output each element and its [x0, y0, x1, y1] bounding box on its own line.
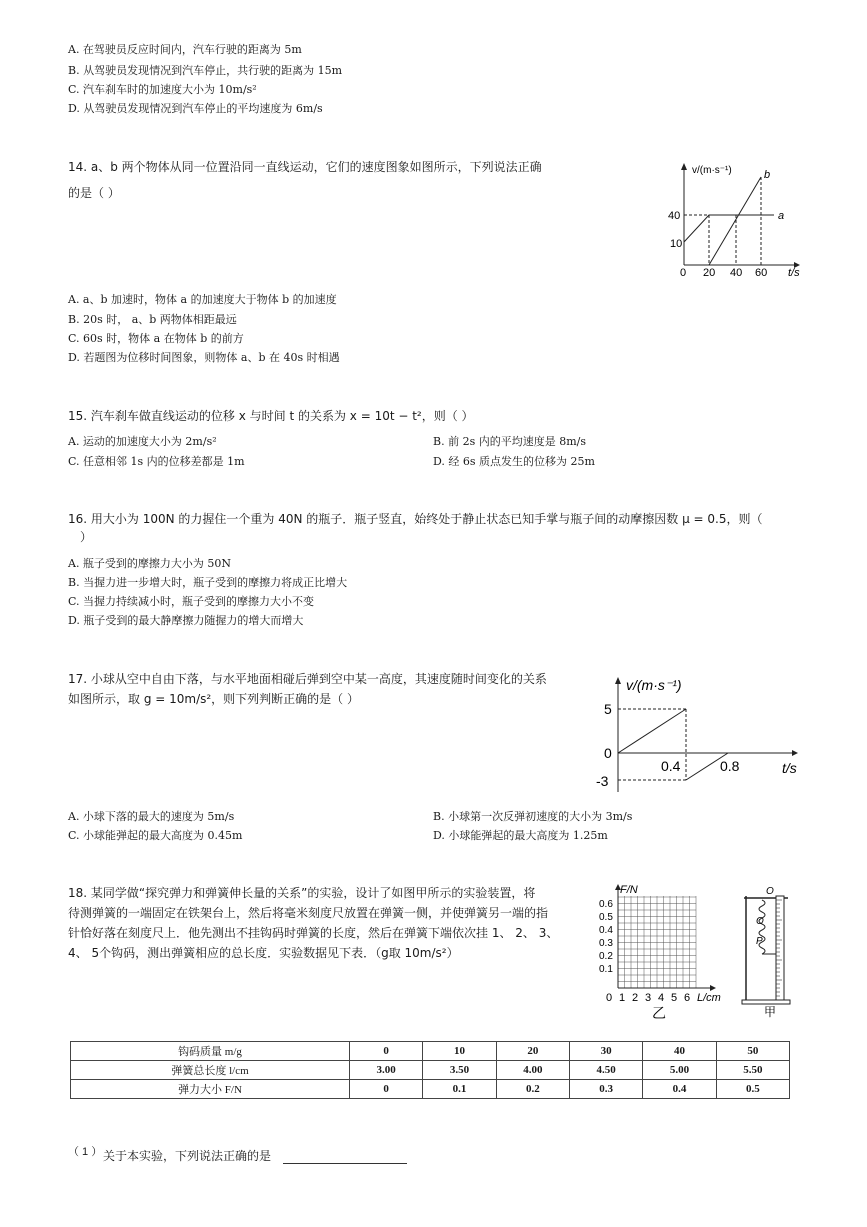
q16-option-a: A. 瓶子受到的摩擦力大小为 50N: [68, 557, 232, 570]
q18-grid-graph: [594, 882, 734, 1022]
table-row-header: 弹力大小 F/N: [71, 1080, 350, 1099]
table-cell: 20: [496, 1042, 569, 1061]
q17-ytick-5: 5: [604, 701, 612, 717]
q14-option-c: C. 60s 时，物体 a 在物体 b 的前方: [68, 332, 244, 345]
q18-ytick: 0.2: [599, 951, 613, 962]
q16-stem-line1: 16. 用大小为 100N 的力握住一个重为 40N 的瓶子．瓶子竖直，始终处于静止状态已知手掌与瓶子间的动摩擦因数 μ = 0.5，则（: [68, 512, 763, 526]
table-cell: 10: [423, 1042, 496, 1061]
table-row: [71, 1061, 790, 1080]
table-cell: 4.50: [569, 1061, 642, 1080]
q14-xtick-40: 40: [730, 267, 743, 279]
table-cell: 5.00: [643, 1061, 716, 1080]
q17-velocity-graph: [592, 672, 807, 797]
q17-xtick-08: 0.8: [720, 758, 740, 774]
table-cell: 0.3: [569, 1080, 642, 1099]
table-cell: 50: [716, 1042, 789, 1061]
q14-label-b: b: [764, 169, 771, 181]
table-cell: 0.4: [643, 1080, 716, 1099]
q18-apparatus: [736, 882, 800, 1018]
q18-ytick: 0.6: [599, 899, 613, 910]
q18-ytick: 0.5: [599, 912, 613, 923]
q18-xtick: 0: [606, 992, 613, 1004]
q14-xtick-60: 60: [755, 267, 768, 279]
table-cell: 0.1: [423, 1080, 496, 1099]
q14-ytick-40: 40: [668, 210, 681, 222]
q14-xlabel: t/s: [788, 267, 800, 279]
table-row-header: 钩码质量 m/g: [71, 1042, 350, 1061]
q18-sub1-label: 关于本实验，下列说法正确的是: [103, 1149, 272, 1163]
q17-ytick-0: 0: [604, 745, 612, 761]
q17-xtick-04: 0.4: [661, 758, 681, 774]
q17-xlabel: t/s: [782, 760, 797, 776]
q17-option-d: D. 小球能弹起的最大高度为 1.25m: [433, 829, 608, 842]
q18-xtick: 5: [671, 992, 678, 1004]
q16-option-c: C. 当握力持续减小时，瓶子受到的摩擦力大小不变: [68, 595, 315, 608]
table-row-header: 弹簧总长度 l/cm: [71, 1061, 350, 1080]
q18-grid-xlabel: L/cm: [697, 992, 721, 1004]
table-cell: 5.50: [716, 1061, 789, 1080]
table-cell: 0: [350, 1042, 423, 1061]
table-cell: 30: [569, 1042, 642, 1061]
q18-xtick: 6: [684, 992, 691, 1004]
apparatus-label-o2: O: [756, 916, 764, 927]
q18-stem-line1: 18. 某同学做“探究弹力和弹簧伸长量的关系”的实验，设计了如图甲所示的实验装置，将: [68, 886, 536, 900]
q13-option-c: C. 汽车刹车时的加速度大小为 10m/s²: [68, 83, 257, 96]
q17-falling-line: [618, 709, 686, 753]
q15-stem: 15. 汽车刹车做直线运动的位移 x 与时间 t 的关系为 x = 10t − t²，则（ ）: [68, 409, 474, 423]
q17-stem-line1: 17. 小球从空中自由下落，与水平地面相碰后弹到空中某一高度，其速度随时间变化的关系: [68, 672, 547, 686]
q14-stem-line1: 14. a、b 两个物体从同一位置沿同一直线运动，它们的速度图象如图所示，下列说法正确: [68, 160, 542, 174]
q14-option-b: B. 20s 时， a、b 两物体相距最远: [68, 313, 237, 326]
q18-xtick: 3: [645, 992, 652, 1004]
q18-sub1-text: [103, 1147, 407, 1164]
q18-stem-line4: 4、 5个钩码，测出弹簧相应的总长度．实验数据见下表．（g取 10m/s²）: [68, 946, 459, 960]
table-cell: 3.00: [350, 1061, 423, 1080]
q13-option-a: A. 在驾驶员反应时间内，汽车行驶的距离为 5m: [68, 43, 302, 56]
q14-label-a: a: [778, 210, 785, 222]
q15-option-b: B. 前 2s 内的平均速度是 8m/s: [433, 435, 586, 448]
q15-option-d: D. 经 6s 质点发生的位移为 25m: [433, 455, 595, 468]
q14-stem-line2: 的是（ ）: [68, 186, 120, 200]
q17-option-c: C. 小球能弹起的最大高度为 0.45m: [68, 829, 243, 842]
q18-ytick: 0.1: [599, 964, 613, 975]
table-cell: 40: [643, 1042, 716, 1061]
q14-option-d: D. 若题图为位移时间图象，则物体 a、b 在 40s 时相遇: [68, 351, 340, 364]
q17-ylabel: v/(m·s⁻¹): [626, 677, 682, 693]
q18-data-table: [70, 1041, 790, 1099]
q16-option-d: D. 瓶子受到的最大静摩擦力随握力的增大而增大: [68, 614, 304, 627]
q18-stem-line2: 待测弹簧的一端固定在铁架台上，然后将毫米刻度尺放置在弹簧一侧，并使弹簧另一端的指: [68, 906, 549, 920]
table-cell: 0: [350, 1080, 423, 1099]
q14-xtick-0: 0: [680, 267, 687, 279]
q15-option-c: C. 任意相邻 1s 内的位移差都是 1m: [68, 455, 245, 468]
q18-ytick: 0.3: [599, 938, 613, 949]
q14-ytick-10: 10: [670, 238, 683, 250]
q18-grid-ylabel: F/N: [620, 884, 638, 896]
q17-stem-line2: 如图所示，取 g = 10m/s²，则下列判断正确的是（ ）: [68, 692, 359, 706]
table-row: [71, 1080, 790, 1099]
table-cell: 3.50: [423, 1061, 496, 1080]
q18-ytick: 0.4: [599, 925, 613, 936]
table-cell: 0.5: [716, 1080, 789, 1099]
table-cell: 4.00: [496, 1061, 569, 1080]
apparatus-label-p: P: [756, 936, 763, 947]
q13-option-d: D. 从驾驶员发现情况到汽车停止的平均速度为 6m/s: [68, 102, 323, 115]
q14-ylabel: v/(m·s⁻¹): [692, 165, 732, 176]
table-cell: 0.2: [496, 1080, 569, 1099]
q18-grid-caption: 乙: [652, 1005, 666, 1021]
q18-xtick: 2: [632, 992, 639, 1004]
q14-xtick-20: 20: [703, 267, 716, 279]
q14-line-b: [709, 177, 761, 265]
q14-option-a: A. a、b 加速时，物体 a 的加速度大于物体 b 的加速度: [68, 293, 337, 306]
q17-option-a: A. 小球下落的最大的速度为 5m/s: [68, 810, 235, 823]
q16-option-b: B. 当握力进一步增大时，瓶子受到的摩擦力将成正比增大: [68, 576, 348, 589]
q14-velocity-graph: [664, 160, 804, 280]
q15-option-a: A. 运动的加速度大小为 2m/s²: [68, 435, 217, 448]
apparatus-caption: 甲: [764, 1005, 777, 1018]
q18-sub1-number: （ 1 ）: [68, 1146, 103, 1158]
q18-xtick: 1: [619, 992, 626, 1004]
table-row: [71, 1042, 790, 1061]
apparatus-label-o: O: [766, 886, 774, 897]
q18-stem-line3: 针恰好落在刻度尺上．他先测出不挂钩码时弹簧的长度，然后在弹簧下端依次挂 1、 2、 3、: [68, 926, 559, 940]
q16-stem-line2: ）: [80, 530, 93, 544]
q18-xtick: 4: [658, 992, 665, 1004]
q13-option-b: B. 从驾驶员发现情况到汽车停止，共行驶的距离为 15m: [68, 64, 342, 77]
q17-option-b: B. 小球第一次反弹初速度的大小为 3m/s: [433, 810, 633, 823]
q17-ytick-neg3: -3: [596, 773, 609, 789]
answer-blank[interactable]: [283, 1151, 407, 1164]
